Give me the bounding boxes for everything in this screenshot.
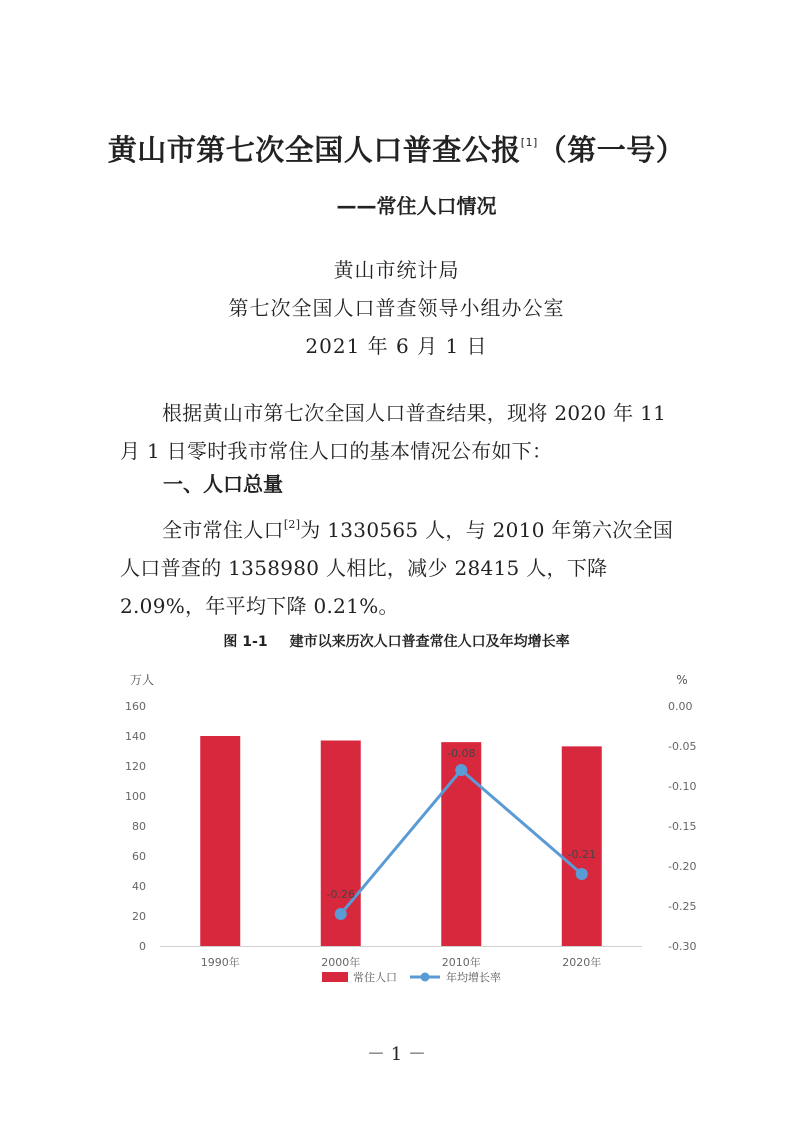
left-axis-tick: 80 bbox=[132, 820, 146, 833]
right-axis-tick: -0.10 bbox=[668, 780, 697, 793]
growth-rate-point bbox=[455, 764, 467, 776]
left-axis-tick: 140 bbox=[125, 730, 146, 743]
title-suffix: （第一号） bbox=[537, 133, 686, 167]
left-axis-tick: 120 bbox=[125, 760, 146, 773]
right-axis bbox=[668, 673, 696, 953]
intro-paragraph: 根据黄山市第七次全国人口普查结果，现将 2020 年 11 月 1 日零时我市常住人口的基本情况公布如下： bbox=[120, 401, 667, 463]
left-axis-label: 万人 bbox=[130, 673, 155, 687]
section-heading: 一、人口总量 bbox=[163, 472, 283, 496]
growth-rate-label: -0.08 bbox=[447, 747, 476, 760]
document-title bbox=[0, 128, 793, 169]
right-axis-tick: -0.30 bbox=[668, 940, 697, 953]
document-subtitle: ——常住人口情况 bbox=[336, 194, 497, 218]
growth-rate-point bbox=[335, 908, 347, 920]
title-footnote-ref: [1] bbox=[520, 136, 538, 149]
growth-rate-label: -0.26 bbox=[326, 888, 355, 901]
figure-title: 建市以来历次人口普查常住人口及年均增长率 bbox=[289, 634, 570, 650]
right-axis-tick: -0.20 bbox=[668, 860, 697, 873]
right-axis-label: % bbox=[676, 673, 688, 687]
x-axis-tick: 2010年 bbox=[441, 956, 481, 969]
x-axis-tick: 2020年 bbox=[562, 956, 602, 969]
legend-bar-label: 常住人口 bbox=[353, 971, 397, 984]
left-axis-tick: 20 bbox=[132, 910, 146, 923]
growth-rate-label: -0.21 bbox=[567, 848, 596, 861]
paragraph-footnote-ref: [2] bbox=[283, 518, 301, 531]
growth-rate-point bbox=[576, 868, 588, 880]
x-axis-tick: 2000年 bbox=[321, 956, 361, 969]
figure-caption bbox=[0, 631, 793, 651]
legend-bar-swatch bbox=[322, 972, 348, 982]
paragraph-lead: 全市常住人口 bbox=[162, 518, 284, 542]
issue-date: 2021 年 6 月 1 日 bbox=[305, 334, 488, 358]
issuer-office: 第七次全国人口普查领导小组办公室 bbox=[228, 296, 565, 320]
figure-number: 图 1-1 bbox=[223, 634, 268, 650]
x-axis bbox=[201, 955, 602, 969]
left-axis-tick: 60 bbox=[132, 850, 146, 863]
population-paragraph bbox=[120, 506, 680, 625]
left-axis bbox=[125, 673, 154, 953]
population-chart bbox=[110, 666, 700, 996]
issuer-bureau: 黄山市统计局 bbox=[333, 258, 460, 282]
page-number: － 1 － bbox=[367, 1044, 426, 1065]
title-text: 黄山市第七次全国人口普查公报 bbox=[107, 133, 521, 167]
right-axis-tick: 0.00 bbox=[668, 700, 693, 713]
left-axis-tick: 100 bbox=[125, 790, 146, 803]
population-bar bbox=[200, 736, 240, 946]
x-axis-tick: 1990年 bbox=[200, 956, 240, 969]
left-axis-tick: 160 bbox=[125, 700, 146, 713]
population-bar bbox=[562, 746, 602, 946]
right-axis-tick: -0.15 bbox=[668, 820, 697, 833]
left-axis-tick: 0 bbox=[139, 940, 146, 953]
legend-line-label: 年均增长率 bbox=[446, 971, 501, 984]
left-axis-tick: 40 bbox=[132, 880, 146, 893]
right-axis-tick: -0.25 bbox=[668, 900, 697, 913]
legend-line-marker bbox=[421, 973, 430, 982]
chart-legend bbox=[322, 970, 501, 984]
paragraph-rest: 为 1330565 人，与 2010 年第六次全国人口普查的 1358980 人相比，减少 28415 人，下降 2.09%，年平均下降 0.21%。 bbox=[120, 518, 674, 618]
right-axis-tick: -0.05 bbox=[668, 740, 697, 753]
